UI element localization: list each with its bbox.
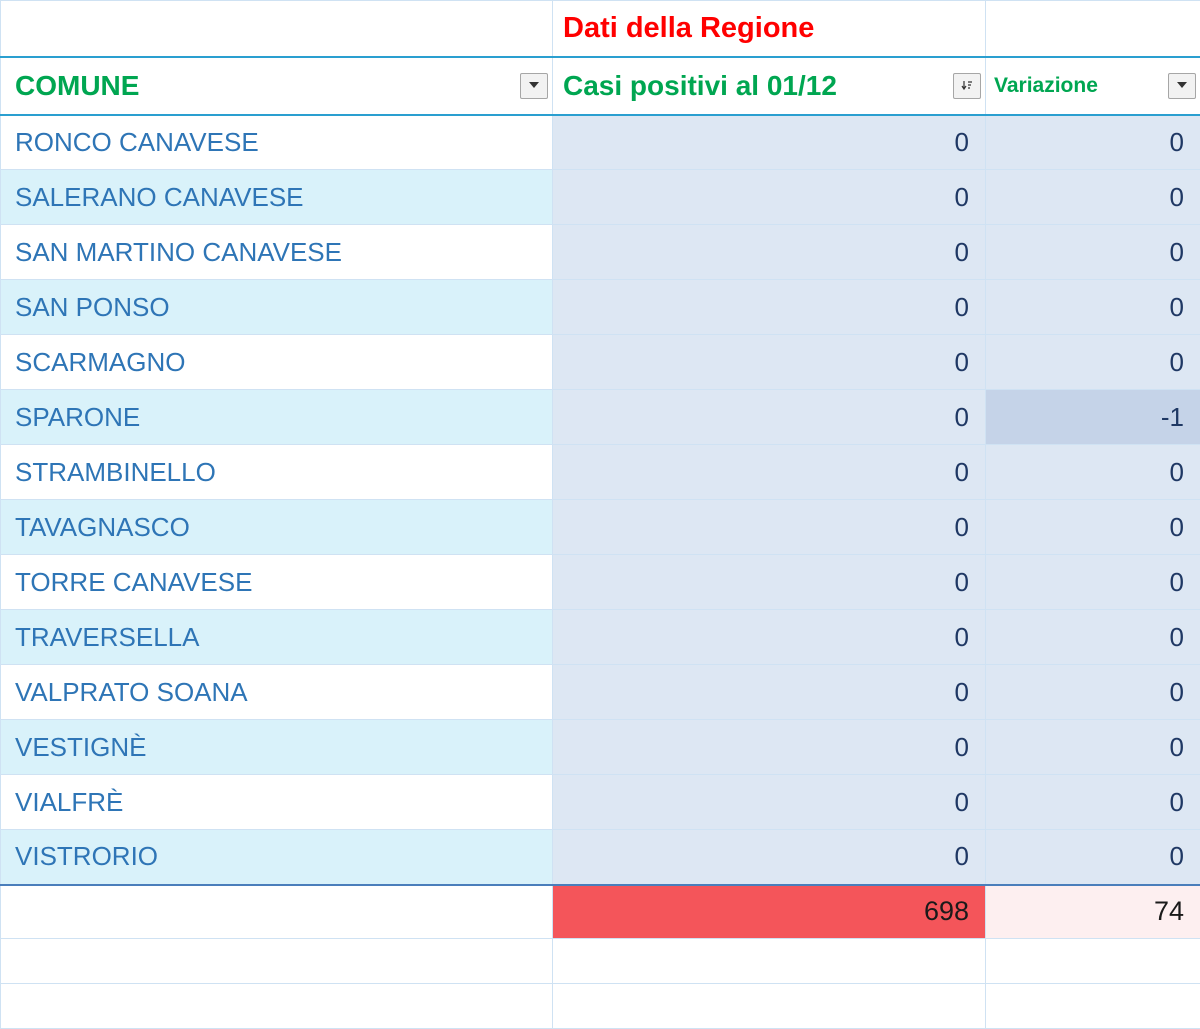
header-row [1,57,1200,115]
cell-comune[interactable]: VALPRATO SOANA [1,665,553,720]
column-header-casi-label: Casi positivi al 01/12 [563,69,837,101]
cell-casi-positivi[interactable]: 0 [553,115,986,170]
cell-variazione[interactable]: 0 [986,225,1200,280]
column-header-comune [1,57,553,115]
empty-row [1,939,1200,984]
cell-variazione[interactable]: 0 [986,555,1200,610]
cell-variazione[interactable]: 0 [986,500,1200,555]
banner-empty-cell [1,1,553,57]
cell-variazione[interactable]: 0 [986,115,1200,170]
cell-variazione[interactable]: 0 [986,335,1200,390]
cell-variazione[interactable]: 0 [986,280,1200,335]
empty-cell-comune[interactable] [1,984,553,1029]
banner-right-cell [986,1,1200,57]
table-row[interactable] [1,280,1200,335]
empty-cell-variazione[interactable] [986,939,1200,984]
filter-dropdown-icon-variazione[interactable] [1168,73,1196,99]
cell-comune[interactable]: VESTIGNÈ [1,720,553,775]
table-row[interactable] [1,665,1200,720]
totals-casi-positivi[interactable]: 698 [553,885,986,939]
cell-casi-positivi[interactable]: 0 [553,830,986,885]
table-row[interactable] [1,445,1200,500]
cell-casi-positivi[interactable]: 0 [553,280,986,335]
filter-dropdown-icon-comune[interactable] [520,73,548,99]
cell-variazione[interactable]: -1 [986,390,1200,445]
column-header-comune-label: COMUNE [15,69,140,101]
cell-casi-positivi[interactable]: 0 [553,390,986,445]
cell-variazione[interactable]: 0 [986,445,1200,500]
cell-comune[interactable]: RONCO CANAVESE [1,115,553,170]
table-row[interactable] [1,170,1200,225]
cell-variazione[interactable]: 0 [986,170,1200,225]
table-row[interactable] [1,555,1200,610]
cell-casi-positivi[interactable]: 0 [553,500,986,555]
cell-comune[interactable]: SCARMAGNO [1,335,553,390]
column-header-casi-positivi [553,57,986,115]
cell-casi-positivi[interactable]: 0 [553,775,986,830]
empty-cell-casi[interactable] [553,939,986,984]
cell-casi-positivi[interactable]: 0 [553,445,986,500]
table-row[interactable] [1,610,1200,665]
table-row[interactable] [1,775,1200,830]
cell-comune[interactable]: TORRE CANAVESE [1,555,553,610]
cell-comune[interactable]: VISTRORIO [1,830,553,885]
empty-cell-casi[interactable] [553,984,986,1029]
cell-variazione[interactable]: 0 [986,830,1200,885]
table-row[interactable] [1,500,1200,555]
sort-ascending-icon-casi[interactable] [953,73,981,99]
totals-row [1,885,1200,939]
empty-row [1,984,1200,1029]
empty-cell-comune[interactable] [1,939,553,984]
cell-casi-positivi[interactable]: 0 [553,610,986,665]
cell-variazione[interactable]: 0 [986,720,1200,775]
table-row[interactable] [1,335,1200,390]
cell-comune[interactable]: SPARONE [1,390,553,445]
column-header-variazione-label: Variazione [994,73,1098,97]
empty-cell-variazione[interactable] [986,984,1200,1029]
cell-casi-positivi[interactable]: 0 [553,555,986,610]
table-row[interactable] [1,225,1200,280]
column-header-variazione [986,57,1200,115]
cell-casi-positivi[interactable]: 0 [553,665,986,720]
region-data-label: Dati della Regione [553,1,986,57]
cell-casi-positivi[interactable]: 0 [553,720,986,775]
cell-comune[interactable]: SAN PONSO [1,280,553,335]
cell-variazione[interactable]: 0 [986,775,1200,830]
totals-empty-cell [1,885,553,939]
cell-comune[interactable]: TRAVERSELLA [1,610,553,665]
cell-comune[interactable]: TAVAGNASCO [1,500,553,555]
table-row[interactable] [1,115,1200,170]
cell-casi-positivi[interactable]: 0 [553,335,986,390]
table-row[interactable] [1,830,1200,885]
cell-comune[interactable]: SALERANO CANAVESE [1,170,553,225]
cell-variazione[interactable]: 0 [986,665,1200,720]
cell-variazione[interactable]: 0 [986,610,1200,665]
cell-casi-positivi[interactable]: 0 [553,225,986,280]
cell-comune[interactable]: STRAMBINELLO [1,445,553,500]
table-row[interactable] [1,390,1200,445]
table-row[interactable] [1,720,1200,775]
cell-comune[interactable]: VIALFRÈ [1,775,553,830]
cell-casi-positivi[interactable]: 0 [553,170,986,225]
totals-variazione[interactable]: 74 [986,885,1200,939]
banner-row [1,1,1200,57]
cell-comune[interactable]: SAN MARTINO CANAVESE [1,225,553,280]
